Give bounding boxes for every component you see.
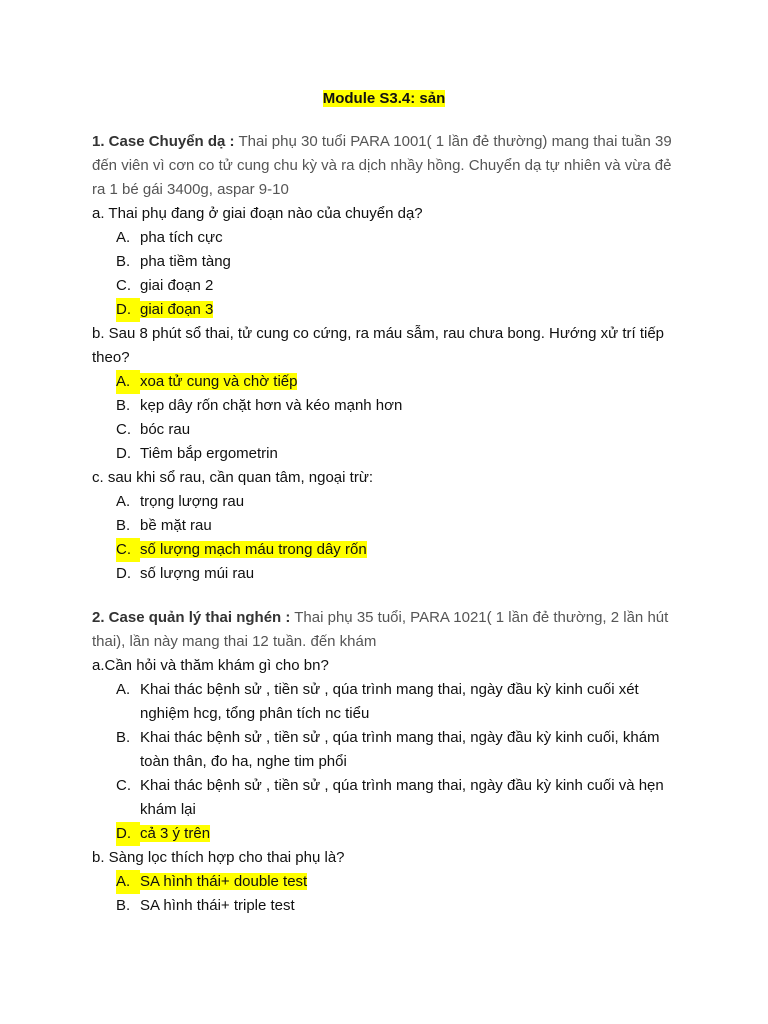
answer-option xyxy=(92,394,676,418)
option-text: bóc rau xyxy=(140,421,191,438)
option-letter: C. xyxy=(116,538,140,562)
answer-option xyxy=(92,562,676,586)
option-text xyxy=(140,298,676,322)
option-text: số lượng múi rau xyxy=(140,565,255,582)
answer-option xyxy=(92,490,676,514)
question-text: a. Thai phụ đang ở giai đoạn nào của chuyển dạ? xyxy=(92,205,423,222)
answer-option xyxy=(92,418,676,442)
answer-option-highlighted xyxy=(92,538,676,562)
option-letter: B. xyxy=(116,517,131,534)
answer-option-highlighted xyxy=(92,822,676,846)
answer-option xyxy=(92,250,676,274)
option-text-highlight: cả 3 ý trên xyxy=(140,825,211,842)
option-text-highlight: giai đoạn 3 xyxy=(140,301,214,318)
option-text: Tiêm bắp ergometrin xyxy=(140,445,278,462)
option-letter: A. xyxy=(116,370,140,394)
answer-option xyxy=(92,442,676,466)
option-text-highlight: xoa tử cung và chờ tiếp xyxy=(140,373,298,390)
question-text: a.Cần hỏi và thăm khám gì cho bn? xyxy=(92,657,329,674)
option-text: kẹp dây rốn chặt hơn và kéo mạnh hơn xyxy=(140,397,403,414)
answer-option xyxy=(92,726,676,774)
case-section xyxy=(92,130,676,586)
option-text-highlight: SA hình thái+ double test xyxy=(140,873,308,890)
option-text: Khai thác bệnh sử , tiền sử , qúa trình mang thai, ngày đầu kỳ kinh cuối xét nghiệm hcg, tổng phân tích nc tiểu xyxy=(140,681,639,722)
case-intro xyxy=(92,606,676,654)
case-intro xyxy=(92,130,676,202)
answer-option-highlighted xyxy=(92,370,676,394)
case-heading: 1. Case Chuyển dạ : xyxy=(92,133,235,150)
option-text: SA hình thái+ triple test xyxy=(140,897,295,914)
option-letter: B. xyxy=(116,729,131,746)
cases-container xyxy=(92,130,676,918)
option-text: pha tích cực xyxy=(140,229,223,246)
option-text: pha tiềm tàng xyxy=(140,253,231,270)
answer-option xyxy=(92,774,676,822)
answer-option xyxy=(92,894,676,918)
option-text-highlight: số lượng mạch máu trong dây rốn xyxy=(140,541,367,558)
option-text: Khai thác bệnh sử , tiền sử , qúa trình mang thai, ngày đầu kỳ kinh cuối, khám toàn thân, đo ha, nghe tim phổi xyxy=(140,729,660,770)
case-description: Thai phụ 30 tuổi PARA 1001( 1 lần đẻ thường) mang thai tuần 39 đến viên vì cơn co tử cung chu kỳ và ra dịch nhầy hồng. Chuyển dạ tự nhiên và vừa đẻ ra 1 bé gái 3400g, aspar 9-10 xyxy=(92,133,672,198)
option-letter: A. xyxy=(116,681,131,698)
option-letter: C. xyxy=(116,277,131,294)
option-text xyxy=(140,538,676,562)
title-block xyxy=(92,0,676,110)
option-text xyxy=(140,370,676,394)
option-letter: D. xyxy=(116,298,140,322)
answer-option xyxy=(92,274,676,298)
answer-option xyxy=(92,514,676,538)
answer-option xyxy=(92,226,676,250)
option-letter: A. xyxy=(116,493,131,510)
option-letter: A. xyxy=(116,229,131,246)
option-letter: A. xyxy=(116,870,140,894)
answer-option xyxy=(92,678,676,726)
case-heading: 2. Case quản lý thai nghén : xyxy=(92,609,291,626)
option-letter: D. xyxy=(116,565,131,582)
case-description: Thai phụ 35 tuổi, PARA 1021( 1 lần đẻ thường, 2 lần hút thai), lần này mang thai 12 tuần. đến khám xyxy=(92,609,669,650)
question-text: c. sau khi sổ rau, cần quan tâm, ngoại trừ: xyxy=(92,469,374,486)
question-text: b. Sau 8 phút sổ thai, tử cung co cứng, ra máu sẫm, rau chưa bong. Hướng xử trí tiếp theo? xyxy=(92,325,664,366)
option-text: bề mặt rau xyxy=(140,517,212,534)
option-letter: C. xyxy=(116,777,131,794)
option-text: giai đoạn 2 xyxy=(140,277,214,294)
option-letter: B. xyxy=(116,397,131,414)
option-letter: B. xyxy=(116,253,131,270)
answer-option-highlighted xyxy=(92,870,676,894)
document-title: Module S3.4: sản xyxy=(322,90,446,107)
option-text: Khai thác bệnh sử , tiền sử , qúa trình mang thai, ngày đầu kỳ kinh cuối và hẹn khám lại xyxy=(140,777,664,818)
option-letter: D. xyxy=(116,822,140,846)
option-letter: D. xyxy=(116,445,131,462)
option-text xyxy=(140,822,676,846)
answer-option-highlighted xyxy=(92,298,676,322)
option-letter: B. xyxy=(116,897,131,914)
case-section xyxy=(92,606,676,918)
option-letter: C. xyxy=(116,421,131,438)
option-text: trọng lượng rau xyxy=(140,493,245,510)
option-text xyxy=(140,870,676,894)
question-text: b. Sàng lọc thích hợp cho thai phụ là? xyxy=(92,849,345,866)
